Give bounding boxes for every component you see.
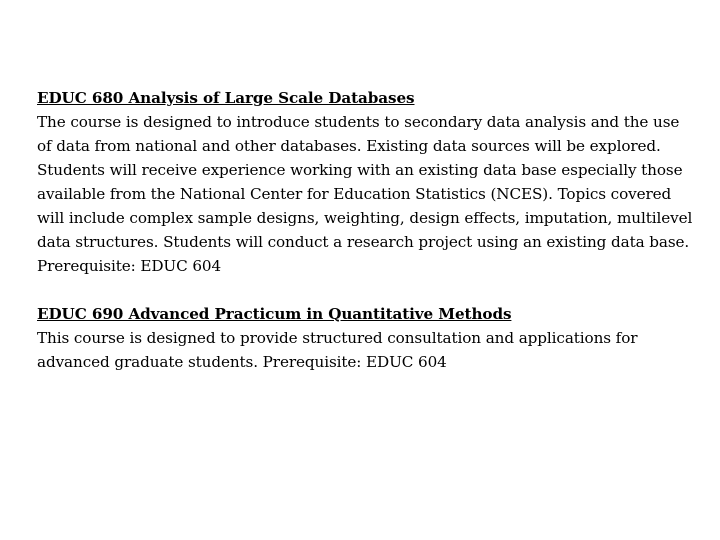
course-entry-educ-680 bbox=[37, 86, 697, 278]
course-description: The course is designed to introduce students to secondary data analysis and the use of data from national and other databases. Existing data sources will be explored. Students will receive experience working with an existing data base especially those available from the National Center for Education Statistics (NCES). Topics covered will include complex sample designs, weighting, design effects, imputation, multilevel data structures. Students will conduct a research project using an existing data base. Prerequisite: EDUC 604 bbox=[37, 113, 693, 275]
course-entry-educ-690 bbox=[37, 302, 697, 374]
course-description: This course is designed to provide structured consultation and applications for advanced graduate students. Prerequisite: EDUC 604 bbox=[37, 329, 638, 371]
course-title: EDUC 680 Analysis of Large Scale Databases bbox=[37, 89, 415, 107]
course-list bbox=[37, 86, 697, 374]
course-title: EDUC 690 Advanced Practicum in Quantitative Methods bbox=[37, 305, 512, 323]
